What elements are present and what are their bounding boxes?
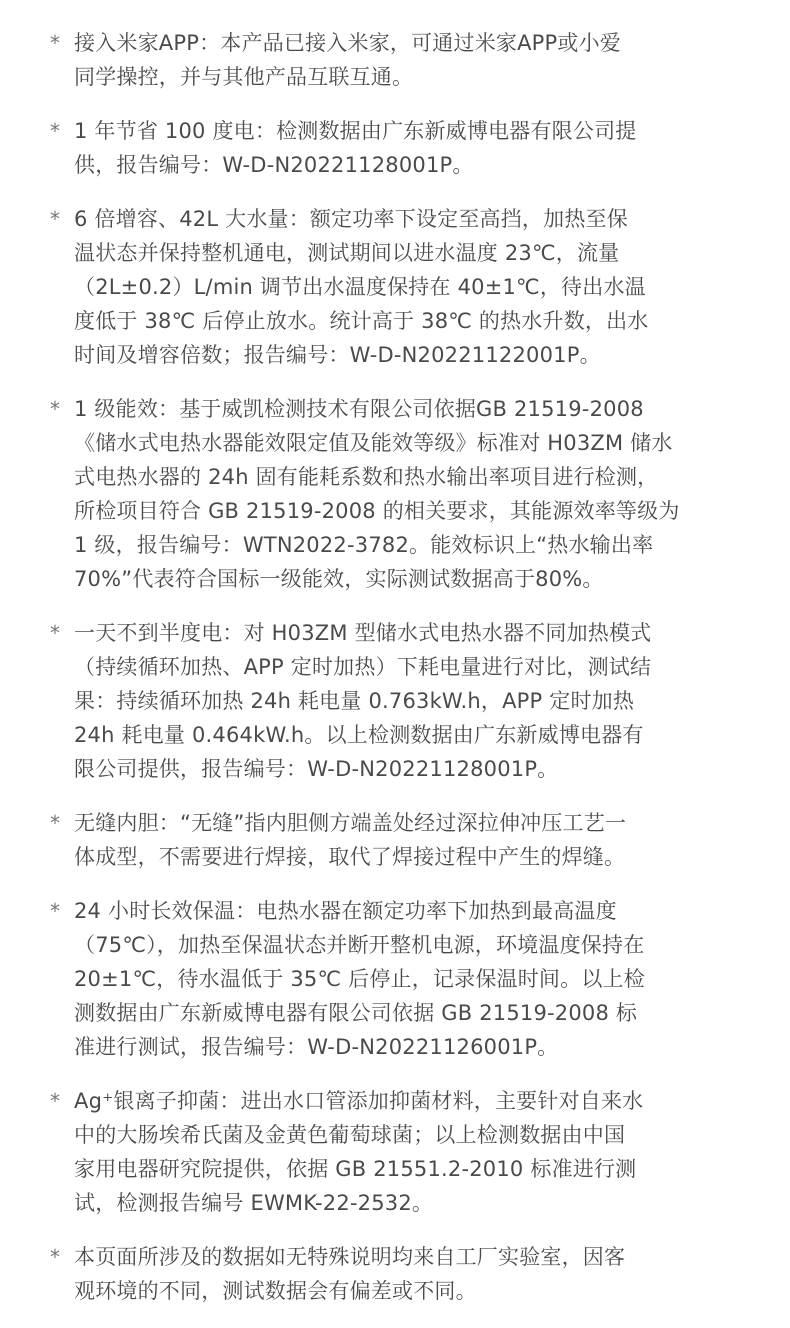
asterisk-marker: * — [50, 31, 60, 55]
footnote-item — [0, 806, 790, 874]
footnote-text-line: 限公司提供，报告编号：W-D-N20221128001P。 — [74, 757, 559, 781]
footnote-text-line: 观环境的不同，测试数据会有偏差或不同。 — [74, 1279, 477, 1303]
footnote-text-line: 体成型，不需要进行焊接，取代了焊接过程中产生的焊缝。 — [74, 845, 626, 869]
footnote-text-line: 测数据由广东新威博电器有限公司依据 GB 21519-2008 标 — [74, 1001, 638, 1025]
asterisk-marker: * — [50, 1245, 60, 1269]
footnote-text-line: 式电热水器的 24h 固有能耗系数和热水输出率项目进行检测， — [74, 465, 659, 489]
footnote-text-line: 温状态并保持整机通电，测试期间以进水温度 23℃，流量 — [74, 241, 620, 265]
footnote-text-line: 《储水式电热水器能效限定值及能效等级》标准对 H03ZM 储水 — [74, 431, 673, 455]
asterisk-marker: * — [50, 1089, 60, 1113]
footnote-text-line: 20±1℃，待水温低于 35℃ 后停止，记录保温时间。以上检 — [74, 967, 645, 991]
footnote-text-line: 1 级，报告编号：WTN2022-3782。能效标识上“热水输出率 — [74, 533, 654, 557]
footnote-text-line: 同学操控，并与其他产品互联互通。 — [74, 65, 414, 89]
footnote-text-line: 本页面所涉及的数据如无特殊说明均来自工厂实验室，因客 — [74, 1245, 626, 1269]
footnote-text-line: 中的大肠埃希氏菌及金黄色葡萄球菌；以上检测数据由中国 — [74, 1123, 626, 1147]
footnote-text-line: （持续循环加热、APP 定时加热）下耗电量进行对比，测试结 — [74, 655, 652, 679]
footnote-text-line: Ag⁺银离子抑菌：进出水口管添加抑菌材料，主要针对自来水 — [74, 1089, 644, 1113]
footnote-text-line: 所检项目符合 GB 21519-2008 的相关要求，其能源效率等级为 — [74, 499, 680, 523]
footnote-text-line: 无缝内胆：“无缝”指内胆侧方端盖处经过深拉伸冲压工艺一 — [74, 811, 627, 835]
footnotes-list — [0, 26, 790, 1328]
footnote-item — [0, 894, 790, 1064]
footnote-item — [0, 114, 790, 182]
footnote-item — [0, 202, 790, 372]
footnote-text-line: （2L±0.2）L/min 调节出水温度保持在 40±1℃，待出水温 — [74, 275, 646, 299]
footnote-text-line: 70%”代表符合国标一级能效，实际测试数据高于80%。 — [74, 567, 604, 591]
asterisk-marker: * — [50, 397, 60, 421]
footnote-text-line: 1 年节省 100 度电：检测数据由广东新威博电器有限公司提 — [74, 119, 637, 143]
footnote-text-line: 家用电器研究院提供，依据 GB 21551.2-2010 标准进行测 — [74, 1157, 637, 1181]
footnote-text-line: 接入米家APP：本产品已接入米家，可通过米家APP或小爱 — [74, 31, 621, 55]
footnote-item — [0, 26, 790, 94]
footnote-text-line: 度低于 38℃ 后停止放水。统计高于 38℃ 的热水升数，出水 — [74, 309, 649, 333]
footnote-item — [0, 1240, 790, 1308]
footnote-text-line: 果：持续循环加热 24h 耗电量 0.763kW.h，APP 定时加热 — [74, 689, 635, 713]
footnote-item — [0, 616, 790, 786]
asterisk-marker: * — [50, 899, 60, 923]
asterisk-marker: * — [50, 811, 60, 835]
footnote-text-line: 6 倍增容、42L 大水量：额定功率下设定至高挡，加热至保 — [74, 207, 628, 231]
footnote-text-line: 时间及增容倍数；报告编号：W-D-N20221122001P。 — [74, 343, 601, 367]
footnote-item — [0, 1084, 790, 1220]
footnote-text-line: （75℃），加热至保温状态并断开整机电源，环境温度保持在 — [74, 933, 645, 957]
footnote-text-line: 一天不到半度电：对 H03ZM 型储水式电热水器不同加热模式 — [74, 621, 652, 645]
footnote-text-line: 1 级能效：基于威凯检测技术有限公司依据GB 21519-2008 — [74, 397, 644, 421]
footnote-text-line: 24 小时长效保温：电热水器在额定功率下加热到最高温度 — [74, 899, 617, 923]
footnote-text-line: 24h 耗电量 0.464kW.h。以上检测数据由广东新威博电器有 — [74, 723, 644, 747]
footnote-item — [0, 392, 790, 596]
asterisk-marker: * — [50, 621, 60, 645]
asterisk-marker: * — [50, 207, 60, 231]
footnote-text-line: 供，报告编号：W-D-N20221128001P。 — [74, 153, 474, 177]
footnote-text-line: 试，检测报告编号 EWMK-22-2532。 — [74, 1191, 434, 1215]
asterisk-marker: * — [50, 119, 60, 143]
footnote-text-line: 准进行测试，报告编号：W-D-N20221126001P。 — [74, 1035, 559, 1059]
